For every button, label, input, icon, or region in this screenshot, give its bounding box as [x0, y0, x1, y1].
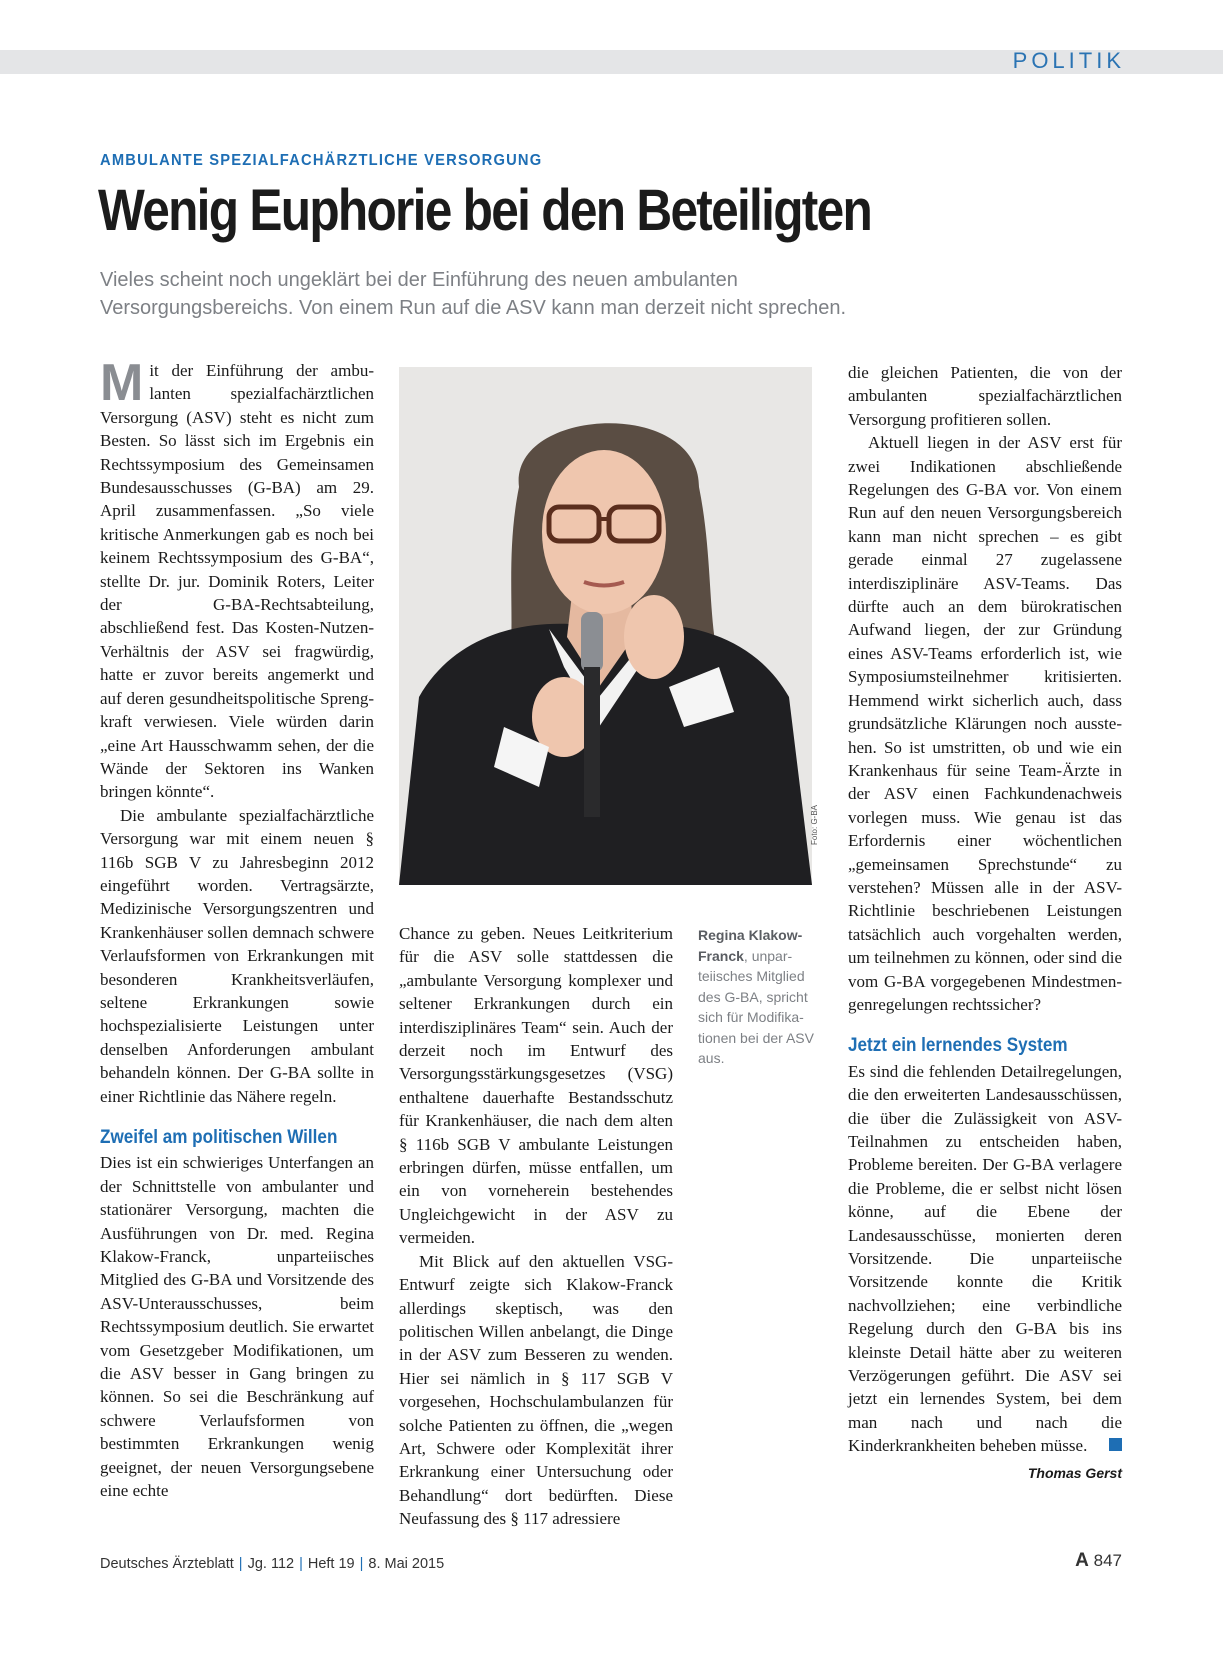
lead-line: Vieles scheint noch ungeklärt bei der Einführung des neuen ambulanten: [100, 269, 738, 291]
article-title: Wenig Euphorie bei den Beteiligten: [98, 178, 872, 243]
page-number: [1075, 1550, 1122, 1572]
publication-name: Deutsches Ärzteblatt: [100, 1556, 234, 1572]
date: 8. Mai 2015: [368, 1556, 445, 1572]
paragraph: [848, 1060, 1122, 1458]
page-footer: [100, 1550, 1122, 1572]
footer-separator: |: [299, 1556, 303, 1572]
paragraph: Die ambulante spezialfachärztliche Versorgung war mit einem neuen § 116b SGB V zu Jahresbeginn 2012 eingeführt worden. Vertragsärzte, Medizinische Versorgungszentren und Krankenhäuser sollen demnach schwere Verlaufsformen von Erkrankungen mit besonderen Krankheitsverläufen, seltene Erkrankungen sowie hochspezialisierte Leistungen unter denselben Anforderungen ambulant behandeln können. Der G-BA sollte in einer Richtlinie das Nähere regeln.: [100, 805, 374, 1106]
volume: Jg. 112: [247, 1556, 295, 1572]
caption-text: , unparteiisches Mitglied des G-BA, spricht sich für Modifikationen bei der ASV aus.: [698, 947, 814, 1066]
paragraph: Chance zu geben. Neues Leitkriterium für die ASV solle stattdessen die „ambulante Versorgung komplexer und seltener Erkrankungen durch ein interdisziplinäres Team“ sein. Auch der derzeit noch im Entwurf des Versorgungsstärkungsgesetzes (VSG) enthaltene dauerhafte Bestandsschutz für Krankenhäuser, die nach dem alten § 116b SGB V ambulante Leistungen erbringen dürfen, müsse entfallen, um ein von vorneherein bestehendes Ungleichgewicht in der ASV zu vermeiden.: [399, 924, 673, 1248]
paragraph: Mit Blick auf den aktuellen VSG-Entwurf zeigte sich Klakow-Franck allerdings skeptisch, was den politischen Willen anbelangt, die Dinge in der ASV zum Besseren zu wenden. Hier sei nämlich in § 117 SGB V vorgesehen, Hochschulambulanzen für solche Patienten zu öffnen, die „wegen Art, Schwere oder Komplexität ihrer Erkrankung einer Untersuchung oder Behandlung“ dort bedürften. Diese Neufassung des § 117 adressiere: [399, 1251, 673, 1529]
section-label: POLITIK: [1012, 48, 1125, 73]
paragraph-text: Es sind die fehlenden Detailregelungen, die den erweiterten Landesausschüssen, die über die Zulässigkeit von ASV-Teilnahmen zu entscheiden haben, Probleme bereiten. Der G-BA verlagere die Probleme, die er selbst nicht lösen könne, auf die Ebene der Landesausschüsse, monierten deren Vorsitzende. Die unparteiische Vorsitzende konnte die Kritik nachvollziehen; eine verbindliche Regelung durch den G-BA bis ins kleinste Detail hätte aber zu weiteren Verzögerungen geführt. Die ASV sei jetzt ein lernendes System, bei dem man nach und nach die Kinderkrankheiten beheben müsse.: [848, 1061, 1122, 1456]
subheading: Zweifel am politischen Willen: [100, 1127, 338, 1148]
photo-caption: [698, 925, 828, 1069]
caption-name: Regina Klakow-Franck: [698, 927, 803, 964]
end-mark-icon: [1109, 1438, 1122, 1451]
paragraph: Dies ist ein schwieriges Unterfangen an der Schnittstelle von ambulanter und stationärer Versorgung, machten die Ausführungen von Dr. med. Regina Klakow-Franck, unparteiisches Mitglied des G-BA und Vorsitzende des ASV-Unterausschusses, beim Rechtssymposium deutlich. Sie erwartet vom Gesetzgeber Modifikationen, um die ASV besser in Gang bringen zu können. So sei die Beschränkung auf schwere Verlaufsformen von bestimmten Erkrankungen wenig geeignet, der neuen Versorgungsebene eine echte: [100, 1153, 374, 1501]
page-number-value: 847: [1093, 1551, 1122, 1570]
portrait-photo: [399, 367, 812, 885]
text-column-2: [399, 922, 673, 1531]
page-prefix: A: [1075, 1550, 1089, 1571]
article-kicker: AMBULANTE SPEZIALFACHÄRZTLICHE VERSORGUNG: [100, 152, 543, 169]
paragraph: Aktuell liegen in der ASV erst für zwei Indikationen abschließende Regelungen des G-BA vor. Von einem Run auf den neuen Versorgungsbereich kann man nicht sprechen – es gibt gerade einmal 27 zugelassene interdisziplinäre ASV-Teams. Das dürfte auch an dem bürokratischen Aufwand liegen, der zur Gründung eines ASV-Teams erforderlich ist, wie Symposiumsteilnehmer kritisierten. Hemmend wirkt sicherlich auch, dass grundsätzliche Klärungen noch ausstehen. So ist umstritten, ob und wie ein Krankenhaus für seine Team-Ärzte in der ASV einen Fachkundenachweis vorlegen muss. Wie genau ist das Erfordernis einer wöchentlichen „gemeinsamen Sprechstunde“ zu verstehen? Müssen alle in der ASV-Richtlinie beschriebenen Leistungen tatsächlich auch vorgehalten werden, um teilnehmen zu können, oder sind die vom G-BA vorgegebenen Mindestmengenregelungen rechtssicher?: [848, 433, 1122, 1014]
text-column-3: [848, 361, 1122, 1485]
paragraph: [100, 354, 374, 804]
portrait-illustration: [399, 367, 812, 885]
author: Thomas Gerst: [1027, 1464, 1122, 1481]
footer-separator: |: [238, 1556, 243, 1572]
article-lead: [100, 266, 1000, 322]
lead-line: Versorgungsbereichs. Von einem Run auf die ASV kann man derzeit nicht sprechen.: [100, 297, 847, 319]
paragraph-text: it der Einführung der ambulanten spezialfachärztlichen Versorgung (ASV) steht es nicht zum Besten. So lässt sich im Ergebnis ein Rechtssymposium des Gemeinsamen Bundesausschusses (G-BA) am 29. April zusammenfassen. „So viele kritische Anmerkungen gab es noch bei keinem Rechtssymposium des G-BA“, stellte Dr. jur. Dominik Roters, Leiter der G-BA-Rechtsabteilung, abschließend fest. Das Kosten-Nutzen-Verhältnis der ASV sei fragwürdig, hatte er zuvor bereits angemerkt und auf deren gesundheitspolitische Sprengkraft verwiesen. Viele würden darin „eine Art Hausschwamm sehen, der die Wände der Sektoren ins Wanken bringen könnte“.: [100, 361, 374, 802]
footer-separator: |: [359, 1556, 364, 1572]
drop-cap: M: [100, 354, 144, 412]
photo-credit: Foto: G-BA: [810, 804, 819, 845]
issue: Heft 19: [307, 1556, 355, 1572]
subheading: Jetzt ein lernendes System: [848, 1035, 1068, 1057]
text-column-1: [100, 354, 374, 1503]
paragraph: die gleichen Patienten, die von der ambulanten spezialfachärztlichen Versorgung profitieren sollen.: [848, 363, 1122, 429]
